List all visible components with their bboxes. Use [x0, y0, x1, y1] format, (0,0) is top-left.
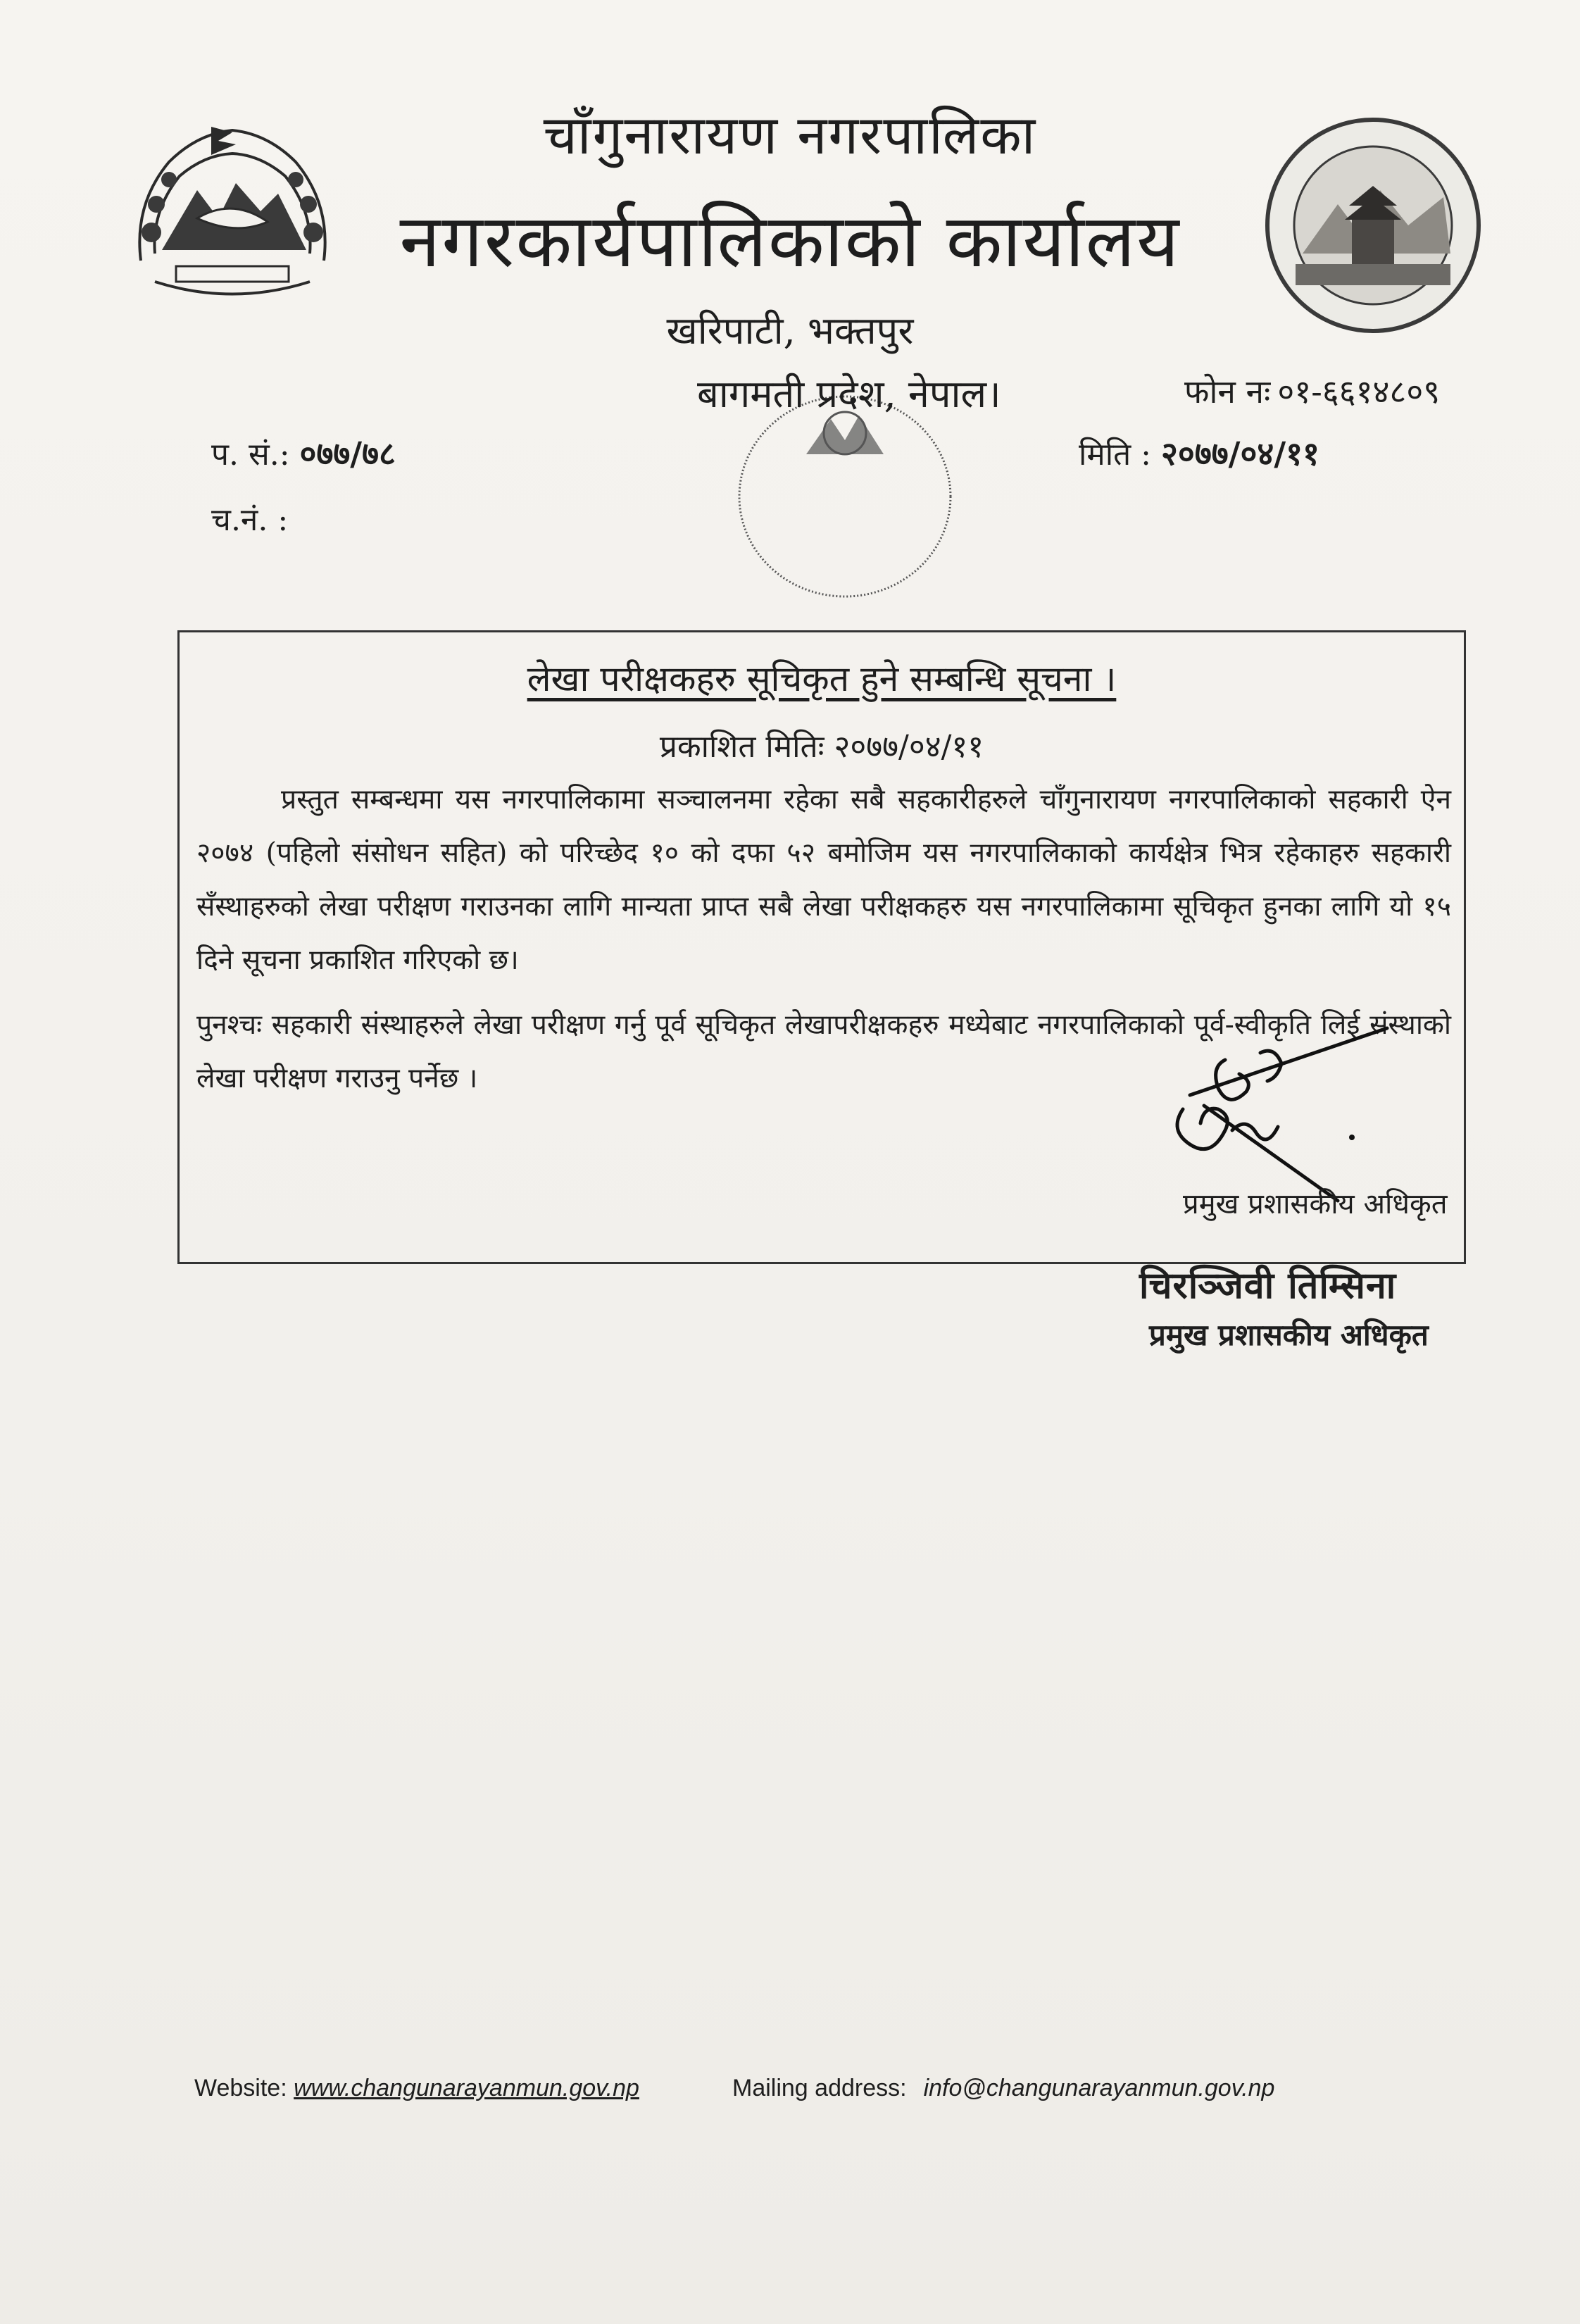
phone-label: फोन नः [1184, 373, 1271, 411]
chalani-label: च.नं. : [211, 502, 289, 538]
phone-value: ०१-६६१४८०९ [1277, 373, 1441, 411]
date-value: २०७७/०४/११ [1161, 435, 1319, 473]
notice-paragraph-2: पुनश्चः सहकारी संस्थाहरुले लेखा परीक्षण गर्नु पूर्व सूचिकृत लेखापरीक्षकहरु मध्येबाट नगरपालिकाको पूर्व-स्वीकृति लिई संस्थाको लेखा परीक्षण गराउनु पर्नेछ । [196, 1009, 1451, 1094]
website-link[interactable]: www.changunarayanmun.gov.np [294, 2075, 639, 2101]
mail-label: Mailing address: [732, 2075, 907, 2101]
notice-paragraph-1: प्रस्तुत सम्बन्धमा यस नगरपालिकामा सञ्चालनमा रहेका सबै सहकारीहरुले चाँगुनारायण नगरपालिकाको सहकारी ऐन २०७४ (पहिलो संसोधन सहित) को परिच्छेद १० को दफा ५२ बमोजिम यस नगरपालिकाको कार्यक्षेत्र भित्र रहेकाहरु सहकारी सँस्थाहरुको लेखा परीक्षण गराउनका लागि मान्यता प्राप्त सबै लेखा परीक्षकहरु यस नगरपालिकामा सूचिकृत हुनका लागि यो १५ दिने सूचना प्रकाशित गरिएको छ। [196, 784, 1451, 976]
reference-number [211, 431, 396, 475]
footer-website [194, 2075, 639, 2102]
ref-value: ०७७/७८ [299, 435, 396, 473]
signatory-title-stamp: प्रमुख प्रशासकीय अधिकृत [1149, 1318, 1429, 1352]
signatory-designation: प्रमुख प्रशासकीय अधिकृत [1183, 1188, 1448, 1220]
municipality-name: चाँगुनारायण नगरपालिका [543, 104, 1037, 166]
footer-mailing-address [732, 2075, 1274, 2102]
ref-label: प. सं.: [211, 437, 290, 473]
address-line-2: बागमती प्रदेश, नेपाल। [697, 372, 1001, 416]
published-date: प्रकाशित मितिः २०७७/०४/११ [659, 729, 984, 765]
email-address[interactable]: info@changunarayanmun.gov.np [923, 2075, 1275, 2101]
website-label: Website: [194, 2075, 287, 2101]
phone-number [1184, 369, 1440, 413]
office-round-stamp [736, 391, 954, 602]
date-label: मिति : [1079, 437, 1151, 473]
notice-title: लेखा परीक्षकहरु सूचिकृत हुने सम्बन्धि सूचना । [527, 658, 1117, 699]
office-name: नगरकार्यपालिकाको कार्यालय [399, 198, 1181, 284]
handwritten-signature [1162, 1025, 1408, 1208]
signatory-name-stamp: चिरञ्जिवी तिम्सिना [1139, 1264, 1397, 1307]
address-line-1: खरिपाटी, भक्तपुर [666, 308, 914, 353]
dispatch-number [211, 497, 288, 539]
letter-date [1079, 431, 1319, 475]
